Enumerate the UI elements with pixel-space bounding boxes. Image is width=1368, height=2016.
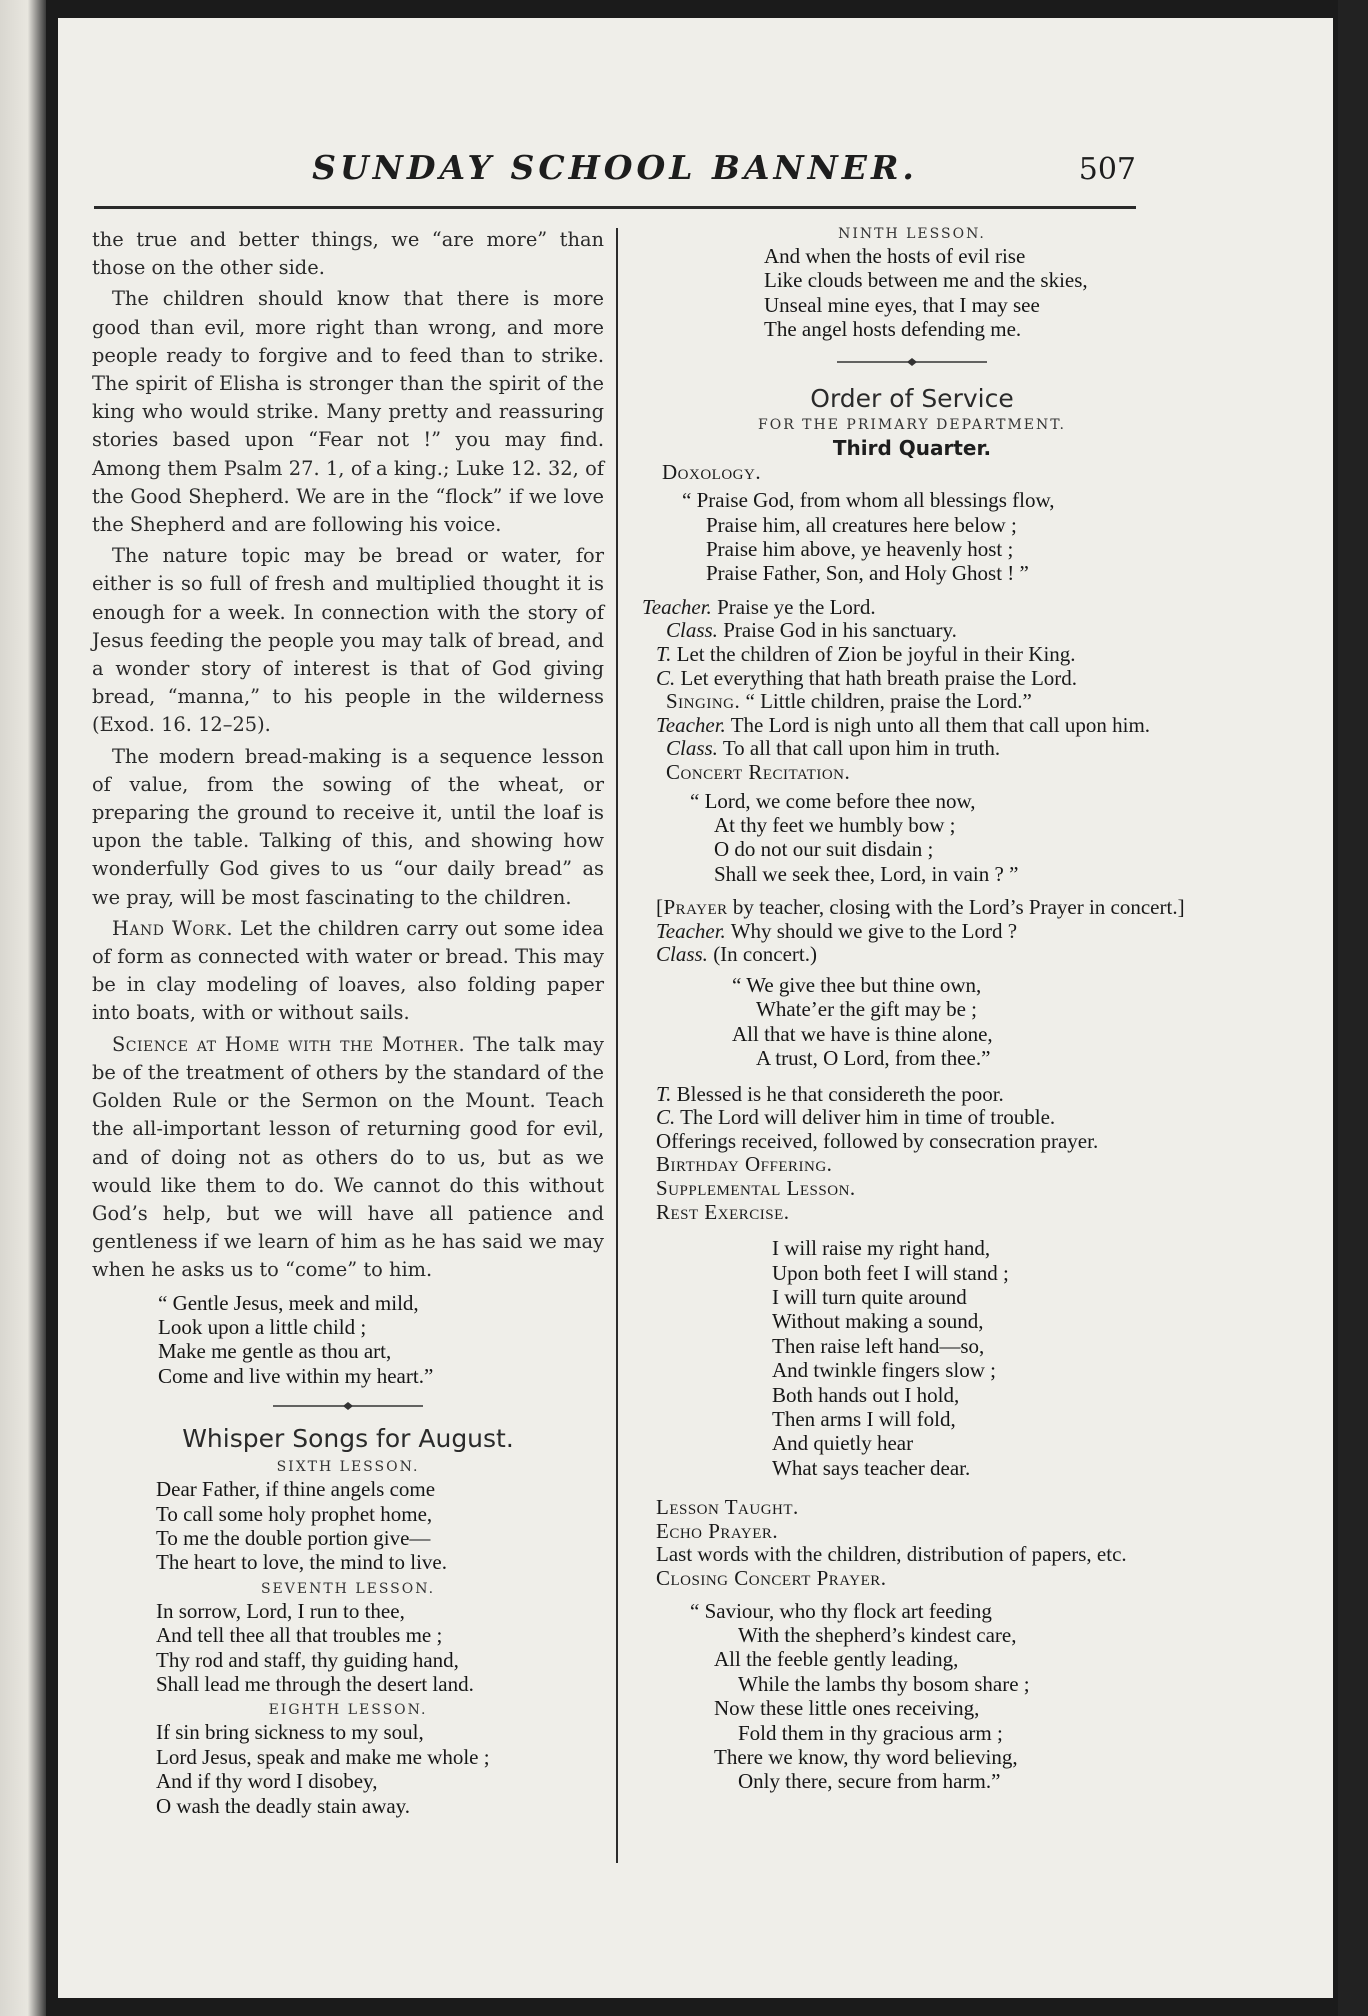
verse-line: Lord Jesus, speak and make me whole ; [156,1744,490,1769]
speaker: C. [656,1105,676,1130]
lesson-heading: NINTH LESSON. [838,226,986,242]
speaker: Teacher. [656,918,726,943]
order-of-service-title: Order of Service [810,383,1014,413]
rubric: [Prayer [656,895,728,920]
verse-line: And quietly hear [772,1431,914,1456]
verse-line: Look upon a little child ; [158,1314,367,1339]
responsive-line [632,1106,1192,1130]
line-text: Let the children of Zion be joyful in their King. [676,642,1076,667]
responsive-line [632,896,1192,920]
verse-line: Praise him above, ye heavenly host ; [706,537,1014,562]
responsive-line [632,714,1192,738]
paragraph-text: The talk may be of the treatment of others by the standard of the Golden Rule or the Sermon on the Mount. Teach the all-important lesson of returning good for evil, and of doing not as others do to us, but as we would like them to do. We cannot do this without God’s help, but we will have all patience and gentleness if we learn of him as he has said we may when he asks us to “come” to him. [92,1032,604,1282]
verse-line: And tell thee all that troubles me ; [156,1623,443,1648]
verse-line: “ Gentle Jesus, meek and mild, [158,1290,419,1315]
paragraph-text: Let the children carry out some idea of form as connected with water or bread. This may be in clay modeling of loaves, also folding paper into boats, with or without sails. [92,916,604,1025]
verse-line: I will turn quite around [772,1285,967,1309]
speaker: Teacher. [656,712,726,737]
rubric: Rest Exercise. [656,1199,790,1224]
line-text: (In concert.) [713,942,817,967]
whisper-songs-title: Whisper Songs for August. [182,1424,514,1454]
verse-line: Like clouds between me and the skies, [764,268,1088,293]
verse-line: All that we have is thine alone, [732,1021,993,1046]
verse-line: Upon both feet I will stand ; [772,1260,1009,1285]
rubric: Birthday Offering. [656,1152,833,1177]
paragraph [92,915,604,1028]
speaker: Teacher. [642,594,712,619]
verse-line: Both hands out I hold, [772,1382,960,1407]
line-text: by teacher, closing with the Lord’s Prayer in concert.] [732,895,1185,920]
verse-line: Shall lead me through the desert land. [156,1671,474,1696]
concert-verse [690,789,1192,887]
line-text: Praise ye the Lord. [717,594,876,619]
speaker: Class. [666,736,718,761]
verse-line: Shall we seek thee, Lord, in vain ? ” [714,861,1019,886]
lesson-verse [156,1477,604,1575]
scan-border [1338,0,1368,2016]
left-column [92,226,604,1818]
right-column [632,226,1192,1794]
verse-line: If sin bring sickness to my soul, [156,1720,424,1745]
responsive-line [632,943,1192,967]
verse-line: Whate’er the gift may be ; [756,997,977,1022]
divider-ornament [837,358,987,366]
rubric: Concert Recitation. [666,760,851,784]
verse-line: All the feeble gently leading, [714,1647,959,1672]
verse-line: Unseal mine eyes, that I may see [764,292,1040,317]
verse-line: O do not our suit disdain ; [714,837,934,862]
closing-prayer-verse [690,1599,1192,1794]
speaker: T. [656,642,672,667]
offering-verse [732,973,1192,1071]
lesson-heading: SIXTH LESSON. [276,1459,420,1476]
verse-line: At thy feet we humbly bow ; [714,813,956,837]
speaker: Class. [656,942,708,967]
verse-line: Only there, secure from harm.” [738,1769,1001,1794]
line-text: Praise God in his sanctuary. [723,618,957,643]
line-text: Blessed is he that considereth the poor. [676,1081,1004,1106]
rubric: Echo Prayer. [656,1518,779,1543]
speaker: T. [656,1081,672,1106]
verse-line: And when the hosts of evil rise [764,244,1026,268]
responsive-line [632,643,1192,667]
lesson-verse [156,1599,604,1697]
rest-exercise-verse [772,1236,1192,1480]
doxology-label: Doxology. [662,459,762,484]
lesson-verse [764,244,1192,342]
order-subtitle: FOR THE PRIMARY DEPARTMENT. [758,416,1066,433]
responsive-line [642,737,1192,761]
responsive-line [642,596,1192,620]
verse-line: The angel hosts defending me. [764,317,1022,342]
verse-line: Thy rod and staff, thy guiding hand, [156,1647,459,1672]
verse-line: Fold them in thy gracious arm ; [738,1720,1003,1745]
run-in-heading: Hand Work. [112,916,234,940]
verse-line: To call some holy prophet home, [156,1501,433,1526]
speaker: Class. [666,618,718,643]
verse-line: While the lambs thy bosom share ; [738,1671,1030,1696]
responsive-line [642,690,1192,714]
verse-line: “ Saviour, who thy flock art feeding [690,1598,992,1623]
paragraph: The nature topic may be bread or water, for either is so full of fresh and multiplied thought it is enough for a week. In connection with the story of Jesus feeding the people you may talk of bread, and a wonder story of interest is that of God giving bread, “manna,” to his people in the wilderness (Exod. 16. 12–25). [92,544,604,737]
responsive-line [632,1083,1192,1107]
speaker: C. [656,665,676,690]
facing-page-edge [0,0,46,2016]
verse-line: With the shepherd’s kindest care, [738,1623,1017,1648]
verse-line: Now these little ones receiving, [714,1696,980,1721]
responsive-line [642,619,1192,643]
verse-line: Dear Father, if thine angels come [156,1477,436,1502]
verse-line: “ Praise God, from whom all blessings flow, [682,488,1055,513]
rubric: Singing. [666,689,741,714]
verse-line: “ Lord, we come before thee now, [690,788,976,813]
divider-ornament [273,1402,423,1410]
doxology-verse [682,488,1192,586]
lesson-verse [156,1720,604,1818]
responsive-line: Offerings received, followed by consecration prayer. [656,1128,1099,1153]
paragraph: The modern bread-making is a sequence lesson of value, from the sowing of the wheat, or preparing the ground to receive it, until the loaf is upon the table. Talking of this, and showing how wonderfully God gives to us “our daily bread” as we pray, will be most fascinating to the children. [92,744,604,909]
verse-line: “ We give thee but thine own, [732,973,982,997]
verse-line: To me the double portion give— [156,1525,431,1550]
verse-line: In sorrow, Lord, I run to thee, [156,1598,405,1623]
running-title: SUNDAY SCHOOL BANNER. [312,148,918,187]
column-rule [616,228,618,1863]
page-number: 507 [1078,152,1136,187]
responsive-line [632,667,1192,691]
run-in-heading: Science at Home with the Mother. [112,1032,466,1056]
line-text: “ Little children, praise the Lord.” [745,689,1032,714]
line-text: The Lord will deliver him in time of trouble. [680,1105,1056,1130]
hymn [158,1291,604,1389]
responsive-line [632,920,1192,944]
verse-line: Come and live within my heart.” [158,1363,434,1388]
verse-line: And twinkle fingers slow ; [772,1358,996,1383]
page-header [94,148,1136,209]
verse-line: What says teacher dear. [772,1455,971,1480]
quarter-heading: Third Quarter. [832,435,992,460]
verse-line: Praise him, all creatures here below ; [706,512,1017,537]
lesson-heading: SEVENTH LESSON. [260,1580,436,1597]
rubric: Supplemental Lesson. [656,1176,856,1200]
responsive-line: Last words with the children, distribution of papers, etc. [656,1542,1127,1567]
line-text: Let everything that hath breath praise the Lord. [680,665,1078,690]
verse-line: The heart to love, the mind to live. [156,1550,448,1575]
rubric: Lesson Taught. [656,1495,799,1520]
verse-line: Without making a sound, [772,1309,984,1334]
verse-line: Praise Father, Son, and Holy Ghost ! ” [706,561,1029,586]
rubric: Closing Concert Prayer. [656,1566,887,1591]
verse-line: Then raise left hand—so, [772,1333,985,1358]
paragraph [92,1031,604,1285]
line-text: Why should we give to the Lord ? [730,918,1018,943]
paragraph: The children should know that there is more good than evil, more right than wrong, and more people ready to forgive and to feed than to strike. The spirit of Elisha is stronger than the spirit of the king who would strike. Many pretty and reassuring stories based upon “Fear not !” you may find. Among them Psalm 27. 1, of a king.; Luke 12. 32, of the Good Shepherd. We are in the “flock” if we love the Shepherd and are following his voice. [92,287,604,537]
verse-line: Make me gentle as thou art, [158,1339,392,1364]
line-text: The Lord is nigh unto all them that call upon him. [730,712,1151,737]
line-text: To all that call upon him in truth. [722,736,1001,761]
verse-line: There we know, thy word believing, [714,1745,1018,1770]
paragraph: the true and better things, we “are more” than those on the other side. [92,228,604,280]
verse-line: I will raise my right hand, [772,1236,991,1261]
verse-line: A trust, O Lord, from thee.” [756,1046,991,1071]
verse-line: O wash the deadly stain away. [156,1793,411,1818]
verse-line: Then arms I will fold, [772,1407,956,1432]
lesson-heading: EIGHTH LESSON. [268,1702,428,1719]
verse-line: And if thy word I disobey, [156,1769,378,1794]
